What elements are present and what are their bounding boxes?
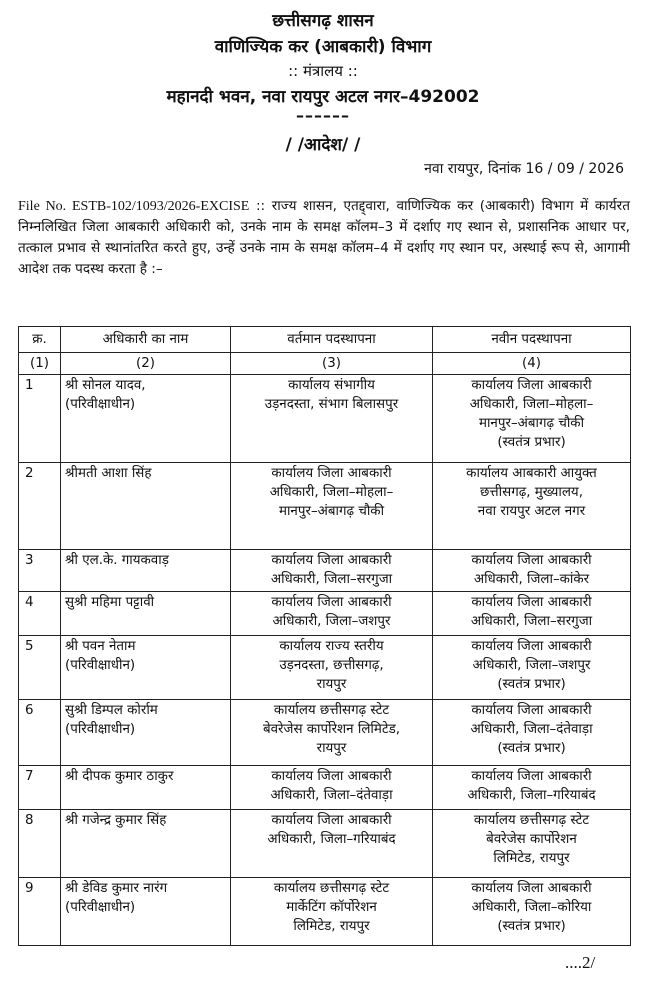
cell-line: अधिकारी, जिला–दंतेवाड़ा [470, 722, 593, 737]
officer-name-cell [61, 463, 231, 550]
cell-line: कार्यालय जिला आबकारी [471, 881, 592, 896]
officer-name-cell [61, 550, 231, 592]
cell-line: कार्यालय राज्य स्तरीय [279, 639, 384, 654]
cell-line: कार्यालय जिला आबकारी [471, 595, 592, 610]
cell-line: कार्यालय जिला आबकारी [271, 813, 392, 828]
cell-line: (स्वतंत्र प्रभार) [497, 677, 566, 692]
cell-line: रायपुर [316, 677, 347, 692]
new-posting-cell [433, 810, 631, 878]
cell-line: सुश्री डिम्पल कोर्राम [65, 703, 158, 718]
current-posting-cell [231, 636, 433, 700]
cell-line: (स्वतंत्र प्रभार) [497, 741, 566, 756]
cell-line: (परिवीक्षाधीन) [65, 900, 136, 915]
table-row [19, 550, 631, 592]
new-posting-cell [433, 463, 631, 550]
table-column-number-row [19, 353, 631, 375]
cell-line: श्री डेविड कुमार नारंग [65, 881, 168, 896]
current-posting-cell [231, 700, 433, 766]
cell-line: बेवरेजेस कार्पोरेशन [486, 832, 577, 847]
cell-line: कार्यालय जिला आबकारी [471, 703, 592, 718]
cell-line: लिमिटेड, रायपुर [293, 919, 370, 934]
cell-line: (परिवीक्षाधीन) [65, 658, 136, 673]
cell-line: (परिवीक्षाधीन) [65, 397, 136, 412]
new-posting-cell [433, 592, 631, 636]
cell-line: श्री गजेन्द्र कुमार सिंह [65, 813, 167, 828]
cell-line: अधिकारी, जिला–कोरिया [471, 900, 592, 915]
cell-line: कार्यालय आबकारी आयुक्त [466, 466, 597, 481]
cell-line: कार्यालय छत्तीसगढ़ स्टेट [273, 703, 390, 718]
cell-line: श्री एल.के. गायकवाड़ [65, 553, 169, 568]
ministry-label: :: मंत्रालय :: [288, 62, 358, 80]
file-number: File No. ESTB-102/1093/2026-EXCISE [18, 199, 250, 214]
col-header-new-posting: नवीन पदस्थापना [433, 327, 631, 353]
col-number: (1) [19, 353, 61, 375]
officer-name-cell [61, 636, 231, 700]
order-date: नवा रायपुर, दिनांक 16 / 09 / 2026 [424, 161, 624, 177]
cell-line: कार्यालय जिला आबकारी [271, 466, 392, 481]
cell-line: अधिकारी, जिला–गरियाबंद [467, 788, 596, 803]
officer-name-cell [61, 700, 231, 766]
table-header-row [19, 327, 631, 353]
row-serial-number: 5 [19, 636, 61, 700]
new-posting-cell [433, 766, 631, 810]
row-serial-number: 9 [19, 878, 61, 946]
table-row [19, 878, 631, 946]
table-row [19, 375, 631, 463]
col-number: (3) [231, 353, 433, 375]
cell-line: श्रीमती आशा सिंह [65, 466, 152, 481]
col-header-current-posting: वर्तमान पदस्थापना [231, 327, 433, 353]
cell-line: (स्वतंत्र प्रभार) [497, 919, 566, 934]
cell-line: अधिकारी, जिला–मोहला– [469, 397, 594, 412]
current-posting-cell [231, 766, 433, 810]
cell-line: अधिकारी, जिला–सरगुजा [470, 614, 593, 629]
row-serial-number: 6 [19, 700, 61, 766]
officer-name-cell [61, 375, 231, 463]
current-posting-cell [231, 463, 433, 550]
cell-line: अधिकारी, जिला–गरियाबंद [267, 832, 396, 847]
cell-line: कार्यालय जिला आबकारी [271, 769, 392, 784]
row-serial-number: 3 [19, 550, 61, 592]
cell-line: मार्केटिंग कॉर्पोरेशन [286, 900, 377, 915]
cell-line: रायपुर [316, 741, 347, 756]
cell-line: कार्यालय जिला आबकारी [271, 553, 392, 568]
cell-line: मानपुर–अंबागढ़ चौकी [278, 504, 385, 519]
row-serial-number: 2 [19, 463, 61, 550]
row-serial-number: 4 [19, 592, 61, 636]
current-posting-cell [231, 592, 433, 636]
order-title: / /आदेश/ / [285, 135, 361, 155]
header-divider: –––––– [296, 106, 350, 125]
cell-line: कार्यालय जिला आबकारी [471, 378, 592, 393]
cell-line: अधिकारी, जिला–कांकेर [473, 572, 590, 587]
current-posting-cell [231, 550, 433, 592]
cell-line: अधिकारी, जिला–सरगुजा [270, 572, 393, 587]
transfer-table [18, 326, 631, 946]
cell-line: अधिकारी, जिला–दंतेवाड़ा [270, 788, 393, 803]
cell-line: उड़नदस्ता, छत्तीसगढ़, [279, 658, 384, 673]
table-row [19, 636, 631, 700]
cell-line: कार्यालय छत्तीसगढ़ स्टेट [273, 881, 390, 896]
officer-name-cell [61, 810, 231, 878]
table-body [19, 375, 631, 946]
row-serial-number: 7 [19, 766, 61, 810]
cell-line: श्री पवन नेताम [65, 639, 136, 654]
cell-line: उड़नदस्ता, संभाग बिलासपुर [264, 397, 399, 412]
cell-line: कार्यालय जिला आबकारी [471, 639, 592, 654]
new-posting-cell [433, 878, 631, 946]
cell-line: कार्यालय जिला आबकारी [271, 595, 392, 610]
officer-name-cell [61, 592, 231, 636]
row-serial-number: 8 [19, 810, 61, 878]
table-row [19, 810, 631, 878]
row-serial-number: 1 [19, 375, 61, 463]
address-line: महानदी भवन, नवा रायपुर अटल नगर–492002 [166, 87, 480, 107]
col-header-name: अधिकारी का नाम [61, 327, 231, 353]
current-posting-cell [231, 810, 433, 878]
new-posting-cell [433, 550, 631, 592]
officer-name-cell [61, 766, 231, 810]
cell-line: अधिकारी, जिला–मोहला– [269, 485, 394, 500]
cell-line: (स्वतंत्र प्रभार) [497, 435, 566, 450]
cell-line: बेवरेजेस कार्पोरेशन लिमिटेड, [262, 722, 401, 737]
cell-line: मानपुर–अंबागढ़ चौकी [478, 416, 585, 431]
new-posting-cell [433, 700, 631, 766]
new-posting-cell [433, 636, 631, 700]
table-row [19, 592, 631, 636]
cell-line: श्री सोनल यादव, [65, 378, 146, 393]
intro-text: :: राज्य शासन, एतद्द्वारा, वाणिज्यिक कर (आबकारी) विभाग में कार्यरत निम्नलिखित जिला आबकारी अधिकारी को, उनके नाम के समक्ष कॉलम–3 में दर्शाए गए स्थान से, प्रशासनिक आधार पर, तत्काल प्रभाव से स्थानांतरित करते हुए, उन्हें उनके नाम के समक्ष कॉलम–4 में दर्शाए गए स्थान पर, अस्थाई रूप से, आगामी आदेश तक पदस्थ करता है :– [18, 198, 630, 277]
cell-line: छत्तीसगढ़, मुख्यालय, [480, 485, 583, 500]
cell-line: श्री दीपक कुमार ठाकुर [65, 769, 174, 784]
department-heading: छत्तीसगढ़ शासन [272, 11, 374, 31]
col-number: (2) [61, 353, 231, 375]
cell-line: नवा रायपुर अटल नगर [477, 504, 586, 519]
table-row [19, 463, 631, 550]
cell-line: सुश्री महिमा पट्टावी [65, 595, 155, 610]
officer-name-cell [61, 878, 231, 946]
cell-line: कार्यालय जिला आबकारी [471, 553, 592, 568]
table-row [19, 766, 631, 810]
cell-line: (परिवीक्षाधीन) [65, 722, 136, 737]
department-subheading: वाणिज्यिक कर (आबकारी) विभाग [214, 37, 432, 57]
table-row [19, 700, 631, 766]
cell-line: अधिकारी, जिला–जशपुर [472, 658, 591, 673]
cell-line: कार्यालय संभागीय [288, 378, 375, 393]
col-number: (4) [433, 353, 631, 375]
col-header-sno: क्र. [19, 327, 61, 353]
cell-line: कार्यालय छत्तीसगढ़ स्टेट [473, 813, 590, 828]
page-continuation: ....2/ [565, 953, 596, 972]
cell-line: कार्यालय जिला आबकारी [471, 769, 592, 784]
cell-line: अधिकारी, जिला–जशपुर [272, 614, 391, 629]
current-posting-cell [231, 375, 433, 463]
new-posting-cell [433, 375, 631, 463]
order-intro-paragraph [18, 196, 630, 280]
cell-line: लिमिटेड, रायपुर [493, 851, 570, 866]
current-posting-cell [231, 878, 433, 946]
